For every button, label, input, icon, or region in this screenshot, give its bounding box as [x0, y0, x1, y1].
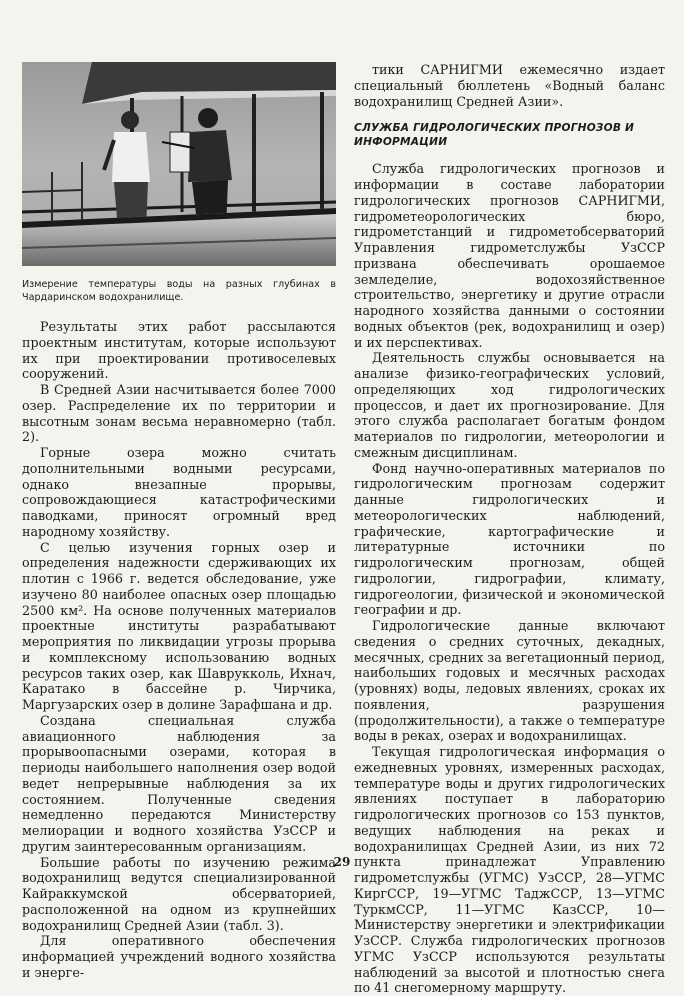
photo-water-temperature-measurement — [22, 62, 336, 266]
paragraph: Для оперативного обеспечения информацией учреждений водного хозяйства и энерге- — [22, 933, 336, 980]
left-text-column — [22, 319, 336, 981]
paragraph: Текущая гидрологическая информация о ежедневных уровнях, измеренных расходах, температуре воды и других гидрологических явлениях поступает в лабораторию гидрологических прогнозов со 153 пунктов, ведущих наблюдения на реках и водохранилищах Средней Азии, из них 72 пункта принадлежат Управлению гидрометслужбы (УГМС) УзССР, 28—УГМС КиргССР, 19—УГМС ТаджССР, 13—УГМС ТуркмССР, 11—УГМС КазССР, 10—Министерству энергетики и электрификации УзССР. Служба гидрологических прогнозов УГМС УзССР используются результаты наблюдений за высотой и плотностью снега по 41 снегомерному маршруту. — [354, 744, 665, 996]
paragraph: Большие работы по изучению режима водохранилищ ведутся специализированной Кайраккумской обсерваторией, расположенной на одном из крупнейших водохранилищ Средней Азии (табл. 3). — [22, 854, 336, 933]
figure-caption: Измерение температуры воды на разных глубинах в Чардаринском водохранилище. — [22, 279, 336, 303]
paragraph: Служба гидрологических прогнозов и информации в составе лаборатории гидрологических прогнозов САРНИГМИ, гидрометеорологических бюро, гидрометстанций и гидрометобсерваторий Управления гидрометслужбы УзССР призвана обеспечивать орошаемое земледелие, водохозяйственное строительство, энергетику и другие отрасли народного хозяйства данными о состоянии водных объектов (рек, водохранилищ и озер) и их перспективах. — [354, 161, 665, 350]
paragraph: Деятельность службы основывается на анализе физико-географических условий, определяющих ход гидрологических процессов, и дает их прогнозирование. Для этого служба располагает богатым фондом материалов по гидрологии, метеорологии и смежным дисциплинам. — [354, 350, 665, 460]
paragraph: Создана специальная служба авиационного наблюдения за прорывоопасными озерами, которая в периоды наибольшего наполнения озер водой ведет непрерывные наблюдения за их состоянием. Полученные сведения немедленно передаются Министерству мелиорации и водного хозяйства УзССР и другим заинтересованным организациям. — [22, 712, 336, 854]
paragraph: Фонд научно-оперативных материалов по гидрологическим прогнозам содержит данные гидрологических и метеорологических наблюдений, графические, картографические и литературные источники по гидрологическим прогнозам, общей гидрологии, гидрографии, климату, гидрогеологии, физической и экономической географии и др. — [354, 460, 665, 618]
paragraph: Гидрологические данные включают сведения о средних суточных, декадных, месячных, средних за вегетационный период, наибольших годовых и месячных расходах (уровнях) воды, ледовых явлениях, сроках их появления, разрушения (продолжительности), а также о температуре воды в реках, озерах и водохранилищах. — [354, 618, 665, 744]
section-heading: СЛУЖБА ГИДРОЛОГИЧЕСКИХ ПРОГНОЗОВ И ИНФОРМАЦИИ — [354, 122, 635, 149]
paragraph: Горные озера можно считать дополнительными водными ресурсами, однако внезапные прорывы, сопровождающиеся катастрофическими паводками, приносят огромный вред народному хозяйству. — [22, 445, 336, 539]
paragraph: С целью изучения горных озер и определения надежности сдерживающих их плотин с 1966 г. ведется обследование, уже изучено 80 наиболее опасных озер площадью 2500 км². На основе полученных материалов проектные институты разрабатывают мероприятия по ликвидации угрозы прорыва и комплексному использованию водных ресурсов таких озер, как Шаврукколь, Ихнач, Каратако в бассейне р. Чирчика, Маргузарских озер в долине Зарафшана и др. — [22, 539, 336, 712]
boat-photo — [22, 62, 336, 266]
paragraph: Результаты этих работ рассылаются проектным институтам, которые используют их при проектировании противоселевых сооружений. — [22, 319, 336, 382]
page-number: 29 — [333, 855, 351, 869]
paragraph: В Средней Азии насчитывается более 7000 озер. Распределение их по территории и высотным зонам весьма неравномерно (табл. 2). — [22, 382, 336, 445]
continued-paragraph: тики САРНИГМИ ежемесячно издает специальный бюллетень «Водный баланс водохранилищ Средней Азии». — [354, 62, 665, 109]
